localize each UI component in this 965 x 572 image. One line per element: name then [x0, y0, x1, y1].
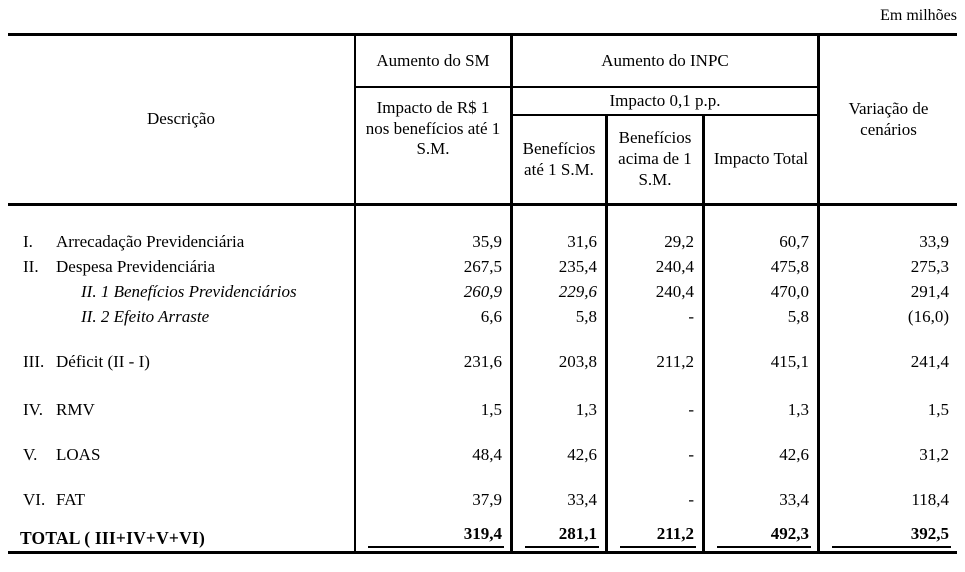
- value-cell: (16,0): [907, 306, 949, 326]
- value-cell: 211,2: [608, 349, 705, 374]
- header-aumento-sm: Aumento do SM: [356, 36, 513, 88]
- total-value-cell: [513, 526, 608, 551]
- spacer-cell: [356, 422, 513, 442]
- row-label-text: Déficit (II - I): [56, 351, 150, 371]
- spacer-cell: [608, 467, 705, 487]
- value-cell: 240,4: [608, 254, 705, 279]
- row-numeral: II.: [23, 256, 39, 276]
- total-value-cell: [820, 526, 957, 551]
- value-cell: 1,5: [927, 399, 949, 419]
- spacer-cell: [513, 329, 608, 349]
- value-cell: 241,4: [910, 351, 949, 371]
- spacer-cell: [356, 329, 513, 349]
- row-label-text: II. 2 Efeito Arraste: [81, 306, 210, 326]
- spacer-cell: [608, 374, 705, 397]
- total-value: 492,3: [717, 524, 811, 548]
- spacer-cell: [608, 422, 705, 442]
- value-cell: 5,8: [513, 304, 608, 329]
- row-label: [8, 349, 356, 374]
- spacer-cell: [513, 422, 608, 442]
- total-value-cell: [608, 526, 705, 551]
- value-cell: 475,8: [705, 254, 820, 279]
- value-cell: 470,0: [705, 279, 820, 304]
- spacer-cell: [8, 374, 356, 397]
- spacer-cell: [8, 206, 356, 229]
- header-impacto-01pp: Impacto 0,1 p.p.: [513, 88, 820, 116]
- spacer-cell: [705, 467, 820, 487]
- row-numeral: III.: [23, 351, 45, 371]
- row-label-text: RMV: [56, 399, 95, 419]
- row-label-text: Despesa Previdenciária: [56, 256, 216, 276]
- row-label: [8, 279, 356, 304]
- row-label: [8, 254, 356, 279]
- value-cell: 275,3: [910, 256, 949, 276]
- spacer-cell: [820, 329, 957, 349]
- value-cell: 1,3: [705, 397, 820, 422]
- value-cell: 235,4: [513, 254, 608, 279]
- value-cell: 267,5: [356, 254, 513, 279]
- header-beneficios-ate-1sm: Benefícios até 1 S.M.: [513, 116, 608, 203]
- value-cell: 60,7: [705, 229, 820, 254]
- spacer-cell: [705, 374, 820, 397]
- value-cell: 33,4: [513, 487, 608, 512]
- value-cell: 33,9: [919, 231, 949, 251]
- total-value-cell: [356, 526, 513, 551]
- value-cell: 229,6: [513, 279, 608, 304]
- row-label-text: Arrecadação Previdenciária: [56, 231, 245, 251]
- value-cell: 31,2: [919, 444, 949, 464]
- spacer-cell: [356, 206, 513, 229]
- row-numeral: VI.: [23, 489, 46, 509]
- table-header: [8, 36, 957, 206]
- value-cell: 118,4: [911, 489, 949, 509]
- value-cell: 240,4: [608, 279, 705, 304]
- row-numeral: IV.: [23, 399, 43, 419]
- total-value-cell: [705, 526, 820, 551]
- total-value: 211,2: [620, 524, 696, 548]
- spacer-cell: [705, 329, 820, 349]
- total-value: 392,5: [832, 524, 951, 548]
- value-cell: 415,1: [705, 349, 820, 374]
- spacer-cell: [8, 512, 356, 526]
- value-cell: 5,8: [705, 304, 820, 329]
- value-cell: 33,4: [705, 487, 820, 512]
- header-variacao-cenarios: Variação de cenários: [848, 98, 929, 139]
- spacer-cell: [705, 422, 820, 442]
- value-cell: 42,6: [513, 442, 608, 467]
- header-beneficios-acima-1sm: Benefícios acima de 1 S.M.: [608, 116, 705, 203]
- value-cell: -: [608, 442, 705, 467]
- spacer-cell: [820, 422, 957, 442]
- spacer-cell: [513, 374, 608, 397]
- row-label: [8, 487, 356, 512]
- spacer-cell: [608, 329, 705, 349]
- spacer-cell: [8, 422, 356, 442]
- impact-table: [8, 33, 957, 554]
- row-label: [8, 397, 356, 422]
- spacer-cell: [8, 467, 356, 487]
- value-cell: 31,6: [513, 229, 608, 254]
- row-label-text: FAT: [56, 489, 85, 509]
- spacer-cell: [705, 206, 820, 229]
- row-label-text: II. 1 Benefícios Previdenciários: [81, 281, 297, 301]
- spacer-cell: [356, 374, 513, 397]
- row-numeral: I.: [23, 231, 33, 251]
- header-impacto-total: Impacto Total: [705, 116, 820, 203]
- value-cell: -: [608, 304, 705, 329]
- value-cell: 37,9: [356, 487, 513, 512]
- value-cell: -: [608, 397, 705, 422]
- spacer-cell: [513, 206, 608, 229]
- value-cell: 203,8: [513, 349, 608, 374]
- spacer-cell: [820, 206, 957, 229]
- header-impacto-rs1: Impacto de R$ 1 nos benefícios até 1 S.M.: [356, 88, 513, 203]
- row-numeral: V.: [23, 444, 38, 464]
- value-cell: 1,5: [356, 397, 513, 422]
- header-descricao: Descrição: [8, 36, 356, 203]
- value-cell: 35,9: [356, 229, 513, 254]
- spacer-cell: [608, 206, 705, 229]
- spacer-cell: [513, 467, 608, 487]
- row-label-total: [8, 526, 356, 551]
- value-cell: 29,2: [608, 229, 705, 254]
- value-cell: 291,4: [910, 281, 949, 301]
- table-body: [8, 206, 957, 551]
- value-cell: 42,6: [705, 442, 820, 467]
- row-label-text: TOTAL ( III+IV+V+VI): [20, 528, 205, 548]
- row-label: [8, 442, 356, 467]
- value-cell: 48,4: [356, 442, 513, 467]
- spacer-cell: [820, 374, 957, 397]
- unit-note: Em milhões: [880, 7, 957, 24]
- header-aumento-inpc: Aumento do INPC: [513, 36, 820, 88]
- total-value: 319,4: [368, 524, 504, 548]
- spacer-cell: [8, 329, 356, 349]
- row-label-text: LOAS: [56, 444, 101, 464]
- row-label: [8, 304, 356, 329]
- value-cell: 1,3: [513, 397, 608, 422]
- total-value: 281,1: [525, 524, 599, 548]
- spacer-cell: [356, 467, 513, 487]
- value-cell: -: [608, 487, 705, 512]
- row-label: [8, 229, 356, 254]
- spacer-cell: [820, 467, 957, 487]
- value-cell: 6,6: [356, 304, 513, 329]
- value-cell: 231,6: [356, 349, 513, 374]
- value-cell: 260,9: [356, 279, 513, 304]
